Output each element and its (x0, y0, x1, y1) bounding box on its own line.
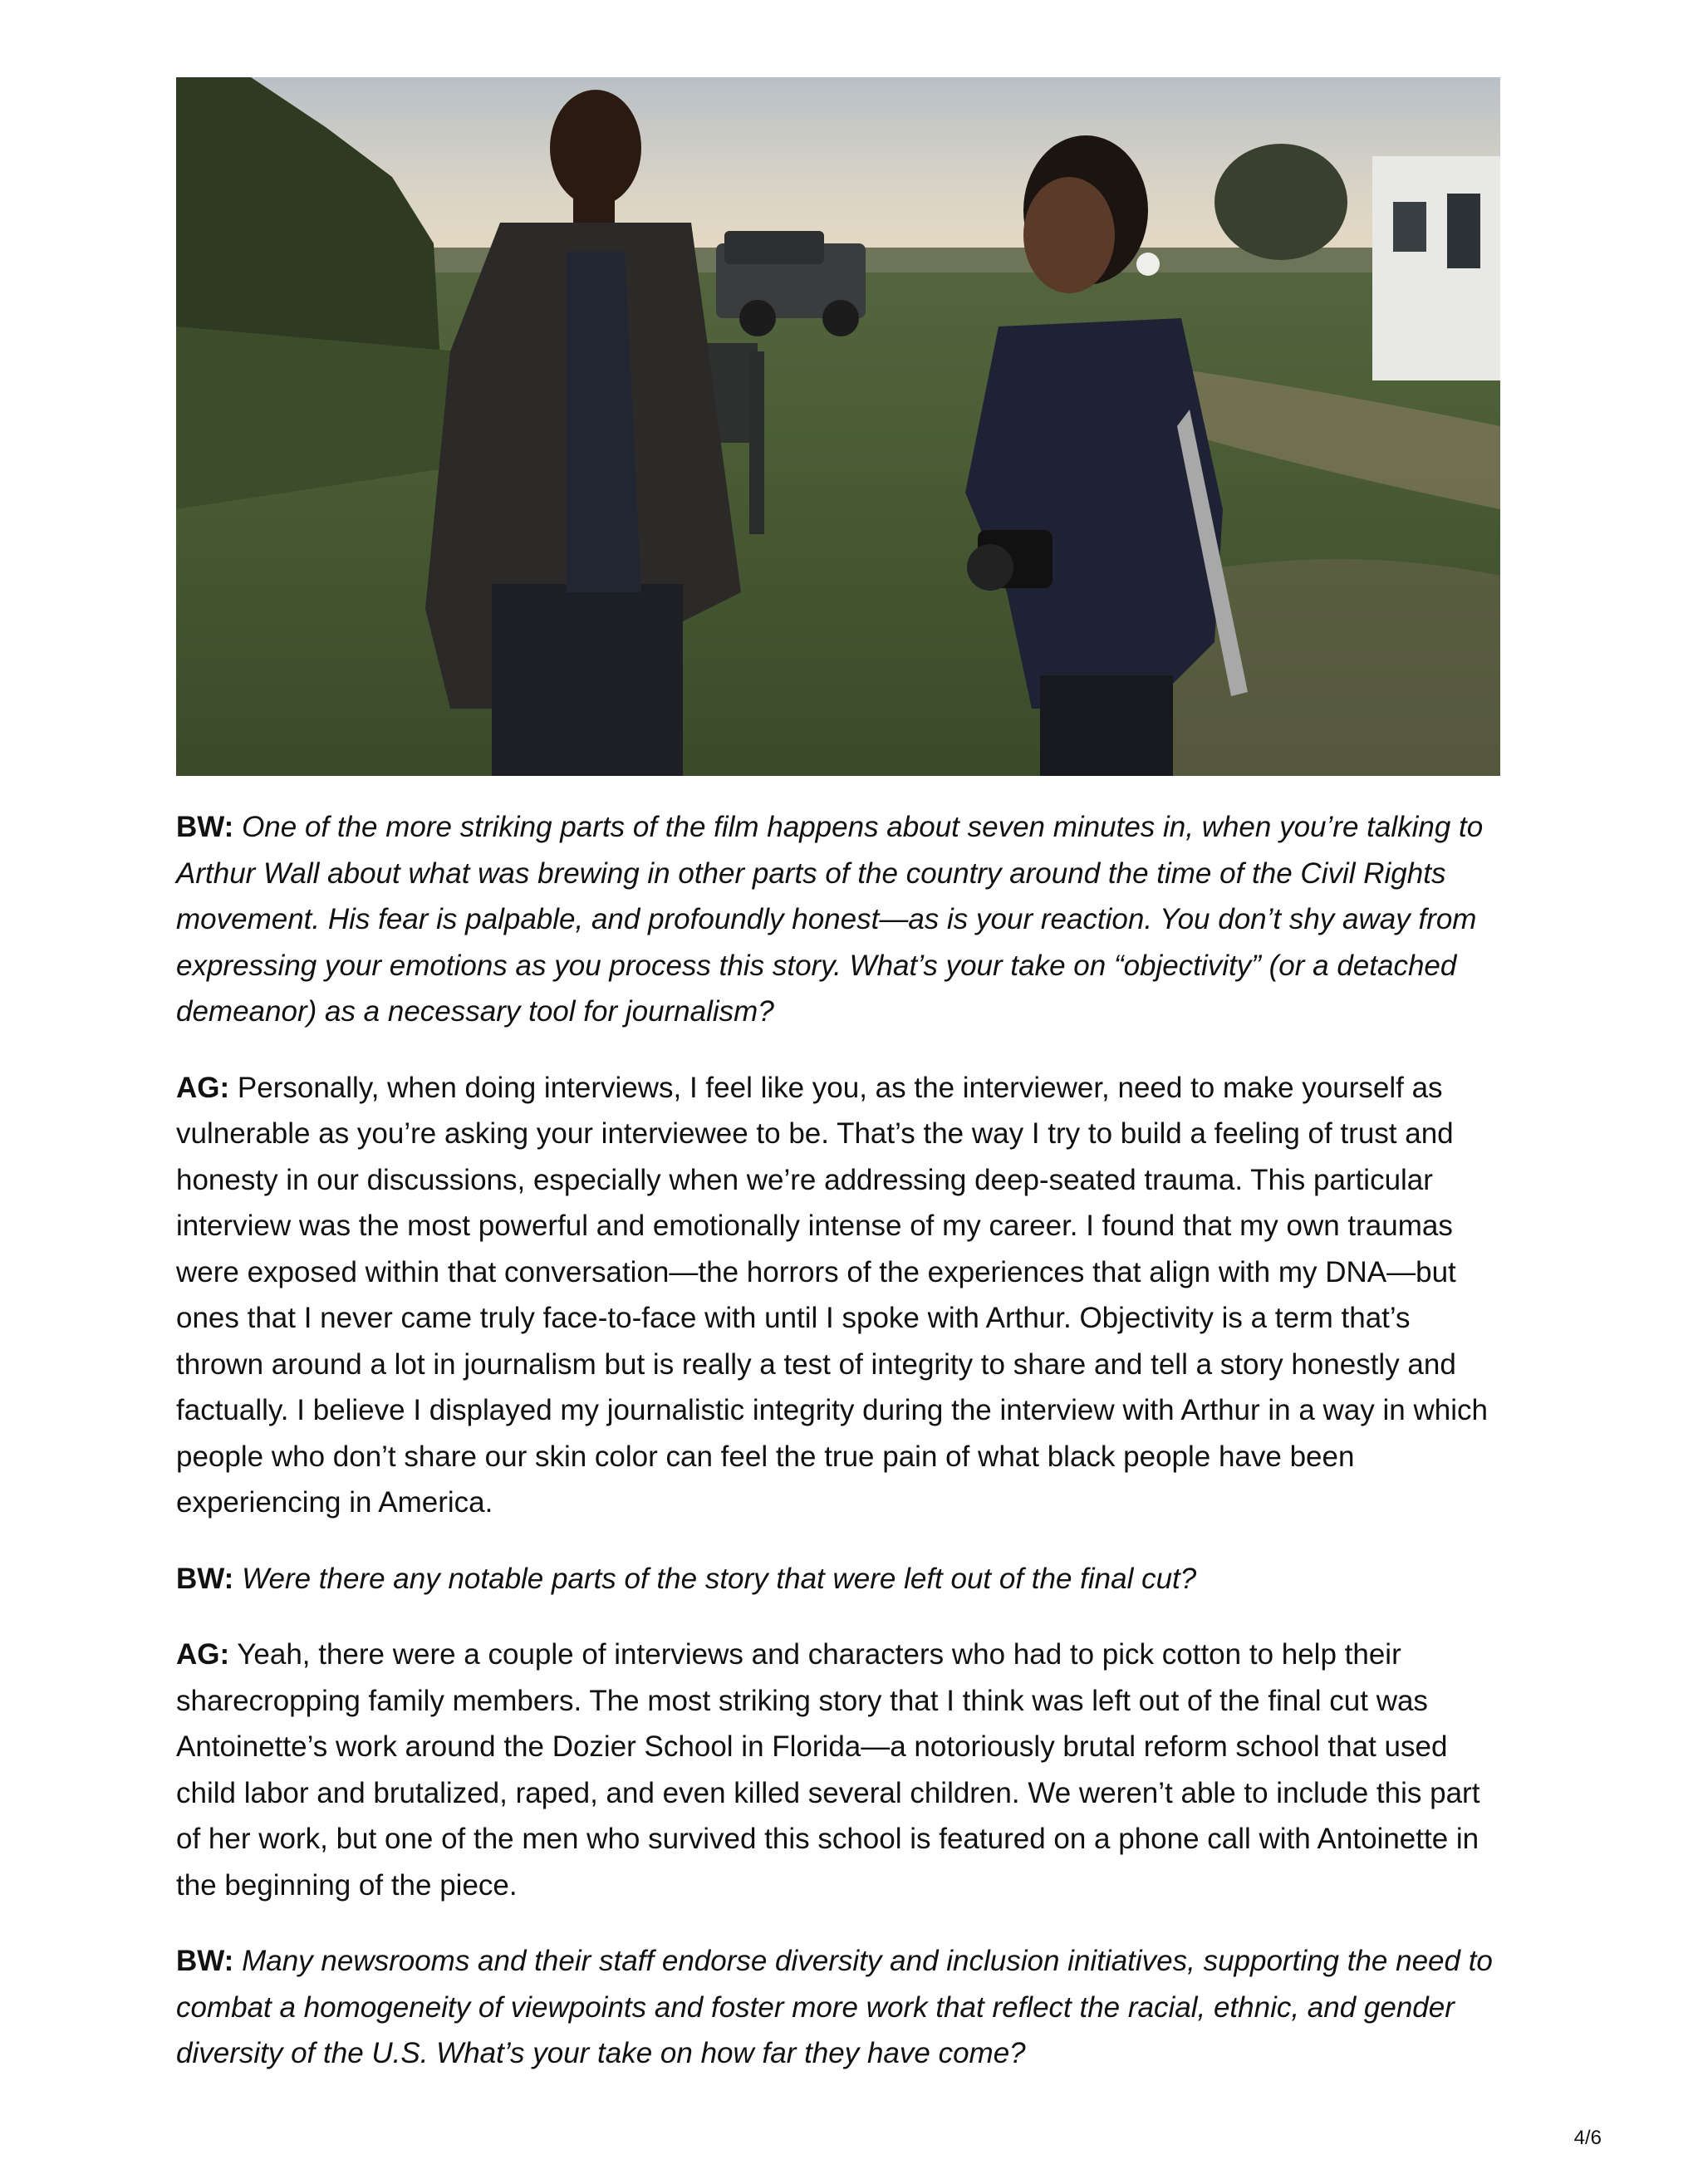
answer-text: Personally, when doing interviews, I feel like you, as the interviewer, need to make yourself as vulnerable as you’re asking your interviewee to be. That’s the way I try to build a feeling of trust and honesty in our discussions, especially when we’re addressing deep-seated trauma. This particular interview was the most powerful and emotionally intense of my career. I found that my own traumas were exposed within that conversation—the horrors of the experiences that align with my DNA—but ones that I never came truly face-to-face with until I spoke with Arthur. Objectivity is a term that’s thrown around a lot in journalism but is really a test of integrity to share and tell a story honestly and factually. I believe I displayed my journalistic integrity during the interview with Arthur in a way in which people who don’t share our skin color can feel the true pain of what black people have been experiencing in America. (176, 1071, 1488, 1519)
interview-photo (176, 77, 1500, 776)
question-paragraph-2 (176, 1556, 1505, 1602)
speaker-label: BW: (176, 1945, 234, 1977)
question-text: Were there any notable parts of the story that were left out of the final cut? (242, 1562, 1197, 1595)
speaker-label: BW: (176, 1562, 234, 1595)
interview-article (176, 804, 1505, 2107)
question-text: Many newsrooms and their staff endorse diversity and inclusion initiatives, supporting the need to combat a homogeneity of viewpoints and foster more work that reflect the racial, ethnic, and gender diversity of the U.S. What’s your take on how far they have come? (176, 1945, 1493, 2069)
speaker-label: AG: (176, 1638, 230, 1671)
page-number: 4/6 (1573, 2127, 1602, 2149)
photo-scene (176, 77, 1500, 776)
question-text: One of the more striking parts of the film happens about seven minutes in, when you’re talking to Arthur Wall about what was brewing in other parts of the country around the time of the Civil Rights movement. His fear is palpable, and profoundly honest—as is your reaction. You don’t shy away from expressing your emotions as you process this story. What’s your take on “objectivity” (or a detached demeanor) as a necessary tool for journalism? (176, 811, 1484, 1028)
speaker-label: BW: (176, 811, 234, 843)
answer-paragraph-2 (176, 1632, 1505, 1908)
speaker-label: AG: (176, 1071, 230, 1104)
question-paragraph-1 (176, 804, 1505, 1035)
question-paragraph-3 (176, 1938, 1505, 2077)
answer-text: Yeah, there were a couple of interviews and characters who had to pick cotton to help their sharecropping family members. The most striking story that I think was left out of the final cut was Antoinette’s work around the Dozier School in Florida—a notoriously brutal reform school that used child labor and brutalized, raped, and even killed several children. We weren’t able to include this part of her work, but one of the men who survived this school is featured on a phone call with Antoinette in the beginning of the piece. (176, 1638, 1480, 1902)
rv-camper (1372, 156, 1500, 380)
answer-paragraph-1 (176, 1065, 1505, 1526)
